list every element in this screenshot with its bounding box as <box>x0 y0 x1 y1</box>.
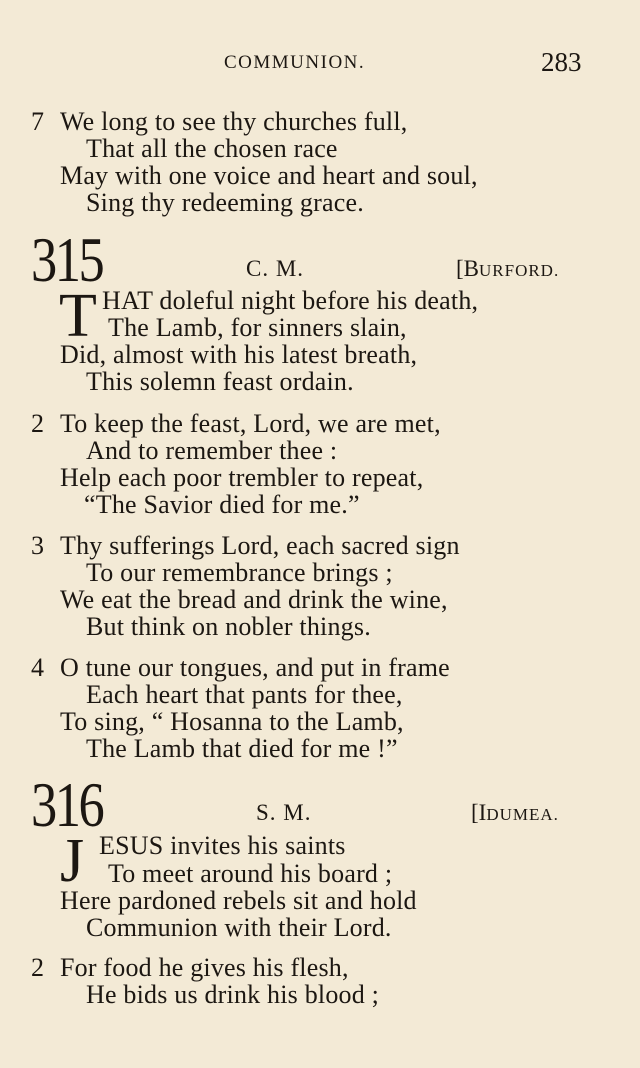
verse-line: To meet around his board ; <box>108 859 393 888</box>
drop-cap: J <box>60 827 85 895</box>
hymn-meter: S. M. <box>256 800 312 825</box>
verse-line: May with one voice and heart and soul, <box>60 161 478 190</box>
stanza-number: 3 <box>31 531 44 560</box>
verse-line: He bids us drink his blood ; <box>86 980 380 1009</box>
verse-line: O tune our tongues, and put in frame <box>60 653 450 682</box>
drop-cap: T <box>59 282 97 350</box>
stanza-number: 2 <box>31 953 44 982</box>
verse-line: We eat the bread and drink the wine, <box>60 585 448 614</box>
verse-line: Sing thy redeeming grace. <box>86 188 364 217</box>
verse-line: The Lamb that died for me !” <box>86 734 398 763</box>
verse-line: Thy sufferings Lord, each sacred sign <box>60 531 460 560</box>
verse-line: Did, almost with his latest breath, <box>60 340 418 369</box>
verse-line: But think on nobler things. <box>86 612 371 641</box>
stanza-number: 7 <box>31 107 44 136</box>
verse-line: For food he gives his flesh, <box>60 953 349 982</box>
page-number: 283 <box>541 47 582 77</box>
verse-line: That all the chosen race <box>86 134 338 163</box>
tune-name: [BURFORD. <box>456 256 560 281</box>
verse-line: We long to see thy churches full, <box>60 107 408 136</box>
hymn-number: 316 <box>31 769 103 840</box>
verse-line: Each heart that pants for thee, <box>86 680 403 709</box>
running-header: COMMUNION. <box>224 52 366 73</box>
hymn-number: 315 <box>31 224 103 295</box>
verse-line: Help each poor trembler to repeat, <box>60 463 424 492</box>
verse-line: The Lamb, for sinners slain, <box>108 313 407 342</box>
tune-name: [IDUMEA. <box>471 800 559 825</box>
hymn-meter: C. M. <box>246 256 305 281</box>
verse-line: HAT doleful night before his death, <box>102 286 479 315</box>
verse-line: Here pardoned rebels sit and hold <box>60 886 417 915</box>
stanza-number: 2 <box>31 409 44 438</box>
verse-line: ESUS invites his saints <box>99 831 346 860</box>
verse-line: To our remembrance brings ; <box>86 558 393 587</box>
stanza-number: 4 <box>31 653 44 682</box>
verse-line: And to remember thee : <box>86 436 338 465</box>
verse-line: To keep the feast, Lord, we are met, <box>60 409 441 438</box>
verse-line: “The Savior died for me.” <box>84 490 360 519</box>
verse-line: Communion with their Lord. <box>86 913 392 942</box>
verse-line: This solemn feast ordain. <box>86 367 354 396</box>
verse-line: To sing, “ Hosanna to the Lamb, <box>60 707 404 736</box>
